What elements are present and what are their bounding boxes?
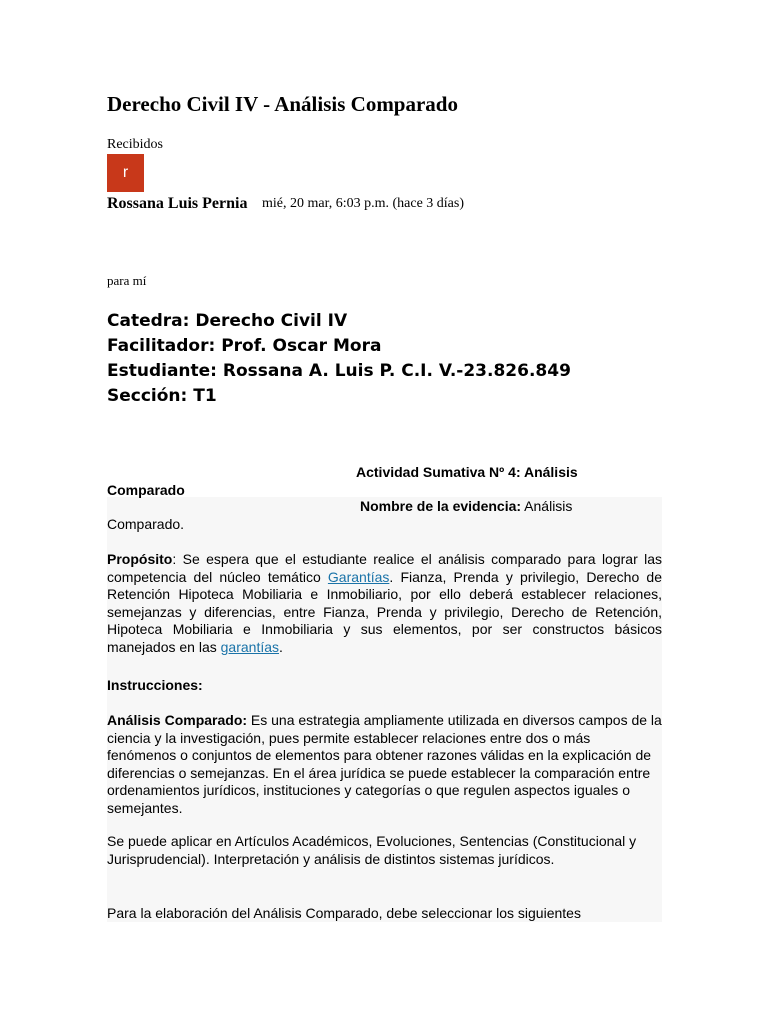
evidence-value-cont: Comparado. xyxy=(107,515,185,532)
apply-paragraph: Se puede aplicar en Artículos Académicos, Evoluciones, Sentencias (Constitucional y Jurisprudencial). Interpretación y análisis de distintos sistemas jurídicos. xyxy=(107,833,637,867)
purpose-text-2: . Fianza, Prenda y privilegio, Derecho de Retención Hipoteca Mobiliaria e Inmobiliario, por ello deberá establecer relaciones, semejanzas y diferencias, entre Fianza, Prenda y privilegio, Derecho de Retención, Hipoteca Mobiliaria e Inmobiliaria y sus elementos, por ser constructos básicos manejados en las xyxy=(107,568,662,655)
activity-title xyxy=(107,464,662,499)
purpose-label: Propósito xyxy=(107,551,173,567)
course-catedra: Catedra: Derecho Civil IV xyxy=(107,311,348,331)
evidence-value: Análisis xyxy=(521,498,573,514)
email-subject: Derecho Civil IV - Análisis Comparado xyxy=(107,92,458,116)
course-seccion: Sección: T1 xyxy=(107,386,217,406)
purpose-text-1: : Se espera que el estudiante realice el análisis comparado para lograr las competencia del núcleo temático xyxy=(107,551,662,585)
instructions-heading: Instrucciones: xyxy=(107,677,203,693)
course-estudiante: Estudiante: Rossana A. Luis P. C.I. V.-23.826.849 xyxy=(107,361,571,381)
analysis-label: Análisis Comparado: xyxy=(107,712,248,728)
evidence-label: Nombre de la evidencia: xyxy=(360,498,522,514)
course-header xyxy=(107,309,571,409)
avatar-letter: r xyxy=(122,164,129,181)
email-date: mié, 20 mar, 6:03 p.m. (hace 3 días) xyxy=(262,196,464,211)
purpose-paragraph xyxy=(107,551,662,656)
activity-title-line-2: Comparado xyxy=(107,481,185,498)
purpose-text-3: . xyxy=(279,638,283,655)
sender-name[interactable]: Rossana Luis Pernia xyxy=(107,195,248,212)
analysis-text: Es una estrategia ampliamente utilizada en diversos campos de la ciencia y la investigación, pues permite establecer relaciones entre dos o más fenómenos o conjuntos de elementos para obtener razones válidas en la explicación de diferencias o semejanzas. En el área jurídica se puede establecer la comparación entre ordenamientos jurídicos, instituciones y categorías o que regulen aspectos iguales o semejantes. xyxy=(107,712,662,816)
activity-title-line-1: Actividad Sumativa Nº 4: Análisis xyxy=(356,464,578,480)
garantias-link[interactable]: Garantías xyxy=(327,568,390,585)
elaboration-paragraph: Para la elaboración del Análisis Comparado, debe seleccionar los siguientes xyxy=(107,905,581,921)
garantias-link-2[interactable]: garantías xyxy=(220,638,280,655)
analysis-paragraph xyxy=(107,712,662,817)
inbox-label[interactable]: Recibidos xyxy=(107,137,163,152)
evidence-name xyxy=(107,498,662,533)
recipient-line[interactable]: para mí xyxy=(107,273,147,288)
course-facilitador: Facilitador: Prof. Oscar Mora xyxy=(107,336,382,356)
avatar[interactable] xyxy=(107,154,144,192)
